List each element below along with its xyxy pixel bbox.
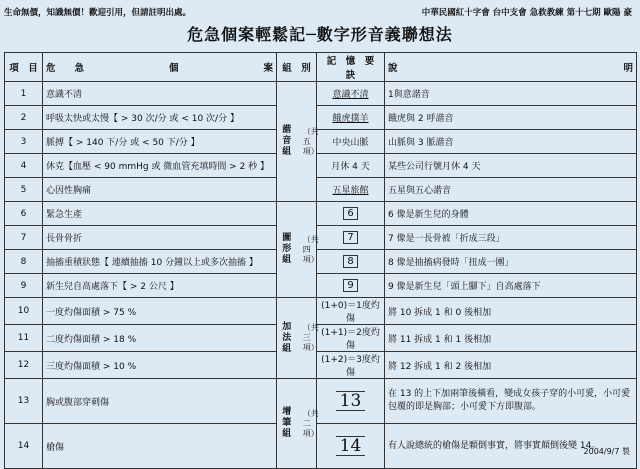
table-row: 14 槍傷 14 有人說總統的槍傷是顆倒事實，將事實顛倒後變 14。 — [5, 424, 637, 469]
table-row: 1 意識不清 諧音組 （共五項） 意識不清 1與意諧音 — [5, 82, 637, 106]
header-author: 中華民國紅十字會 台中支會 急救教練 第十七期 歐陽 豪 — [421, 8, 632, 18]
footer-date: 2004/9/7 製 — [583, 447, 630, 456]
table-row: 5 心因性胸痛 五星旅館 五星與五心諧音 — [5, 178, 637, 202]
table-row: 11 二度灼傷面積 > 18 % (1+1)＝2度灼傷 將 11 拆成 1 和 1 後相加 — [5, 325, 637, 352]
table-row: 9 新生兒自高處落下【 > 2 公尺 】 9 9 像是新生兒「頭上腳下」自高處落下 — [5, 274, 637, 298]
table-row: 10 一度灼傷面積 > 75 % 加法組 （共三項） (1+0)＝1度灼傷 將 10 拆成 1 和 0 後相加 — [5, 298, 637, 325]
col-mnemonic: 記 憶 要 訣 — [317, 53, 385, 82]
table-row: 6 緊急生產 圖形組 （共四項） 6 6 像是新生兒的身體 — [5, 202, 637, 226]
header-notice: 生命無價，知識無價！歡迎引用，但請註明出處。 — [4, 8, 192, 18]
col-group: 組 別 — [277, 53, 317, 82]
table-row: 4 休克【血壓 < 90 mmHg 或 微血管充填時間 > 2 秒 】 月休 4 天 某些公司行號月休 4 天 — [5, 154, 637, 178]
group-add: 加法組 （共三項） — [277, 298, 317, 379]
group-stroke: 增筆組 （共二項） — [277, 379, 317, 469]
page-title: 危急個案輕鬆記─數字形音義聯想法 — [187, 25, 453, 44]
col-explain: 說 明 — [385, 53, 637, 82]
table-row: 7 長骨骨折 7 7 像是一長骨被「折成三段」 — [5, 226, 637, 250]
col-case: 危 急 個 案 — [43, 53, 277, 82]
table-row: 12 三度灼傷面積 > 10 % (1+2)＝3度灼傷 將 12 拆成 1 和 2 後相加 — [5, 352, 637, 379]
table-header-row — [5, 53, 637, 82]
group-sound: 諧音組 （共五項） — [277, 82, 317, 202]
table-row: 3 脈搏【 > 140 下/分 或 < 50 下/分 】 中央山脈 山脈與 3 脈諧音 — [5, 130, 637, 154]
col-item: 項 目 — [5, 53, 43, 82]
mnemonic-table — [4, 52, 637, 469]
table-row: 13 胸或腹部穿刺傷 增筆組 （共二項） 13 在 13 的上下加兩筆後橫看，變成女孩子穿的小可愛，小可愛包覆的即是胸部；小可愛下方即腹部。 — [5, 379, 637, 424]
table-row: 2 呼吸太快或太慢【 > 30 次/分 或 < 10 次/分 】 餓虎撲羊 餓虎與 2 呼諧音 — [5, 106, 637, 130]
table-row: 8 抽搐重積狀態【 連續抽搐 10 分鐘以上或多次抽搐 】 8 8 像是抽搐病發時「扭成一團」 — [5, 250, 637, 274]
group-shape: 圖形組 （共四項） — [277, 202, 317, 298]
